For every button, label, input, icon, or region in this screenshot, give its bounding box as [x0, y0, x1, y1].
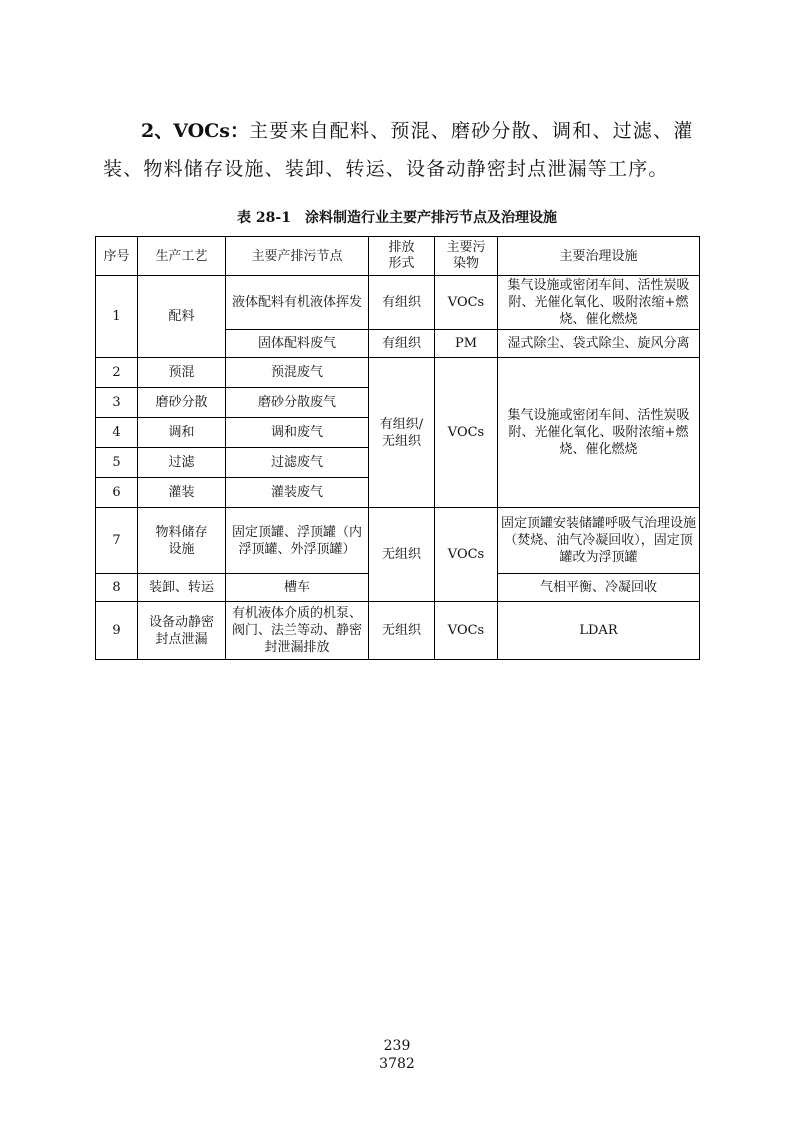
cell-node: 过滤废气	[226, 448, 369, 478]
cell-no: 5	[96, 448, 138, 478]
cell-node: 槽车	[226, 574, 369, 602]
pollution-table	[95, 236, 700, 660]
cell-pollutant: VOCs	[435, 508, 498, 602]
body-paragraph	[103, 112, 695, 188]
cell-process: 配料	[138, 276, 226, 358]
cell-node: 液体配料有机液体挥发	[226, 276, 369, 330]
cell-process: 预混	[138, 358, 226, 388]
paragraph-line-2: 装、物料储存设施、装卸、转运、设备动静密封点泄漏等工序。	[103, 158, 669, 180]
cell-facility: 湿式除尘、袋式除尘、旋风分离	[498, 330, 700, 358]
table-row	[96, 508, 700, 574]
cell-emission: 有组织	[369, 276, 435, 330]
header-node: 主要产排污节点	[226, 237, 369, 276]
cell-no: 1	[96, 276, 138, 358]
cell-facility: 集气设施或密闭车间、活性炭吸附、光催化氧化、吸附浓缩+燃烧、催化燃烧	[498, 358, 700, 508]
cell-process: 灌装	[138, 478, 226, 508]
cell-process: 设备动静密 封点泄漏	[138, 602, 226, 660]
cell-process: 调和	[138, 418, 226, 448]
paragraph-line-1	[103, 112, 695, 150]
header-process: 生产工艺	[138, 237, 226, 276]
cell-no: 8	[96, 574, 138, 602]
cell-emission: 无组织	[369, 602, 435, 660]
cell-pollutant: PM	[435, 330, 498, 358]
total-page-number: 3782	[379, 1056, 415, 1072]
table-header-row	[96, 237, 700, 276]
paragraph-line-1-text: 主要来自配料、预混、磨砂分散、调和、过滤、灌	[249, 120, 694, 142]
cell-process: 装卸、转运	[138, 574, 226, 602]
cell-node: 灌装废气	[226, 478, 369, 508]
header-emission: 排放 形式	[369, 237, 435, 276]
cell-no: 3	[96, 388, 138, 418]
cell-node: 固体配料废气	[226, 330, 369, 358]
cell-emission: 无组织	[369, 508, 435, 602]
paragraph-lead: 2、VOCs：	[141, 120, 249, 142]
cell-node: 有机液体介质的机泵、阀门、法兰等动、静密封泄漏排放	[226, 602, 369, 660]
cell-emission: 有组织	[369, 330, 435, 358]
cell-process: 磨砂分散	[138, 388, 226, 418]
cell-node: 调和废气	[226, 418, 369, 448]
header-facility: 主要治理设施	[498, 237, 700, 276]
cell-facility: 气相平衡、冷凝回收	[498, 574, 700, 602]
cell-node: 磨砂分散废气	[226, 388, 369, 418]
cell-pollutant: VOCs	[435, 276, 498, 330]
table-row	[96, 358, 700, 388]
table-caption: 表 28-1 涂料制造行业主要产排污节点及治理设施	[237, 210, 557, 226]
cell-node: 固定顶罐、浮顶罐（内浮顶罐、外浮顶罐）	[226, 508, 369, 574]
table-row	[96, 276, 700, 330]
cell-facility: LDAR	[498, 602, 700, 660]
cell-node: 预混废气	[226, 358, 369, 388]
cell-facility: 集气设施或密闭车间、活性炭吸附、光催化氧化、吸附浓缩+燃烧、催化燃烧	[498, 276, 700, 330]
cell-pollutant: VOCs	[435, 602, 498, 660]
header-pollutant: 主要污 染物	[435, 237, 498, 276]
header-no: 序号	[96, 237, 138, 276]
cell-no: 4	[96, 418, 138, 448]
cell-no: 2	[96, 358, 138, 388]
cell-process: 物料储存 设施	[138, 508, 226, 574]
cell-no: 6	[96, 478, 138, 508]
cell-no: 9	[96, 602, 138, 660]
cell-no: 7	[96, 508, 138, 574]
cell-pollutant: VOCs	[435, 358, 498, 508]
cell-emission: 有组织/ 无组织	[369, 358, 435, 508]
cell-facility: 固定顶罐安装储罐呼吸气治理设施（焚烧、油气冷凝回收），固定顶罐改为浮顶罐	[498, 508, 700, 574]
table-row	[96, 602, 700, 660]
page-number: 239	[383, 1038, 411, 1054]
cell-process: 过滤	[138, 448, 226, 478]
